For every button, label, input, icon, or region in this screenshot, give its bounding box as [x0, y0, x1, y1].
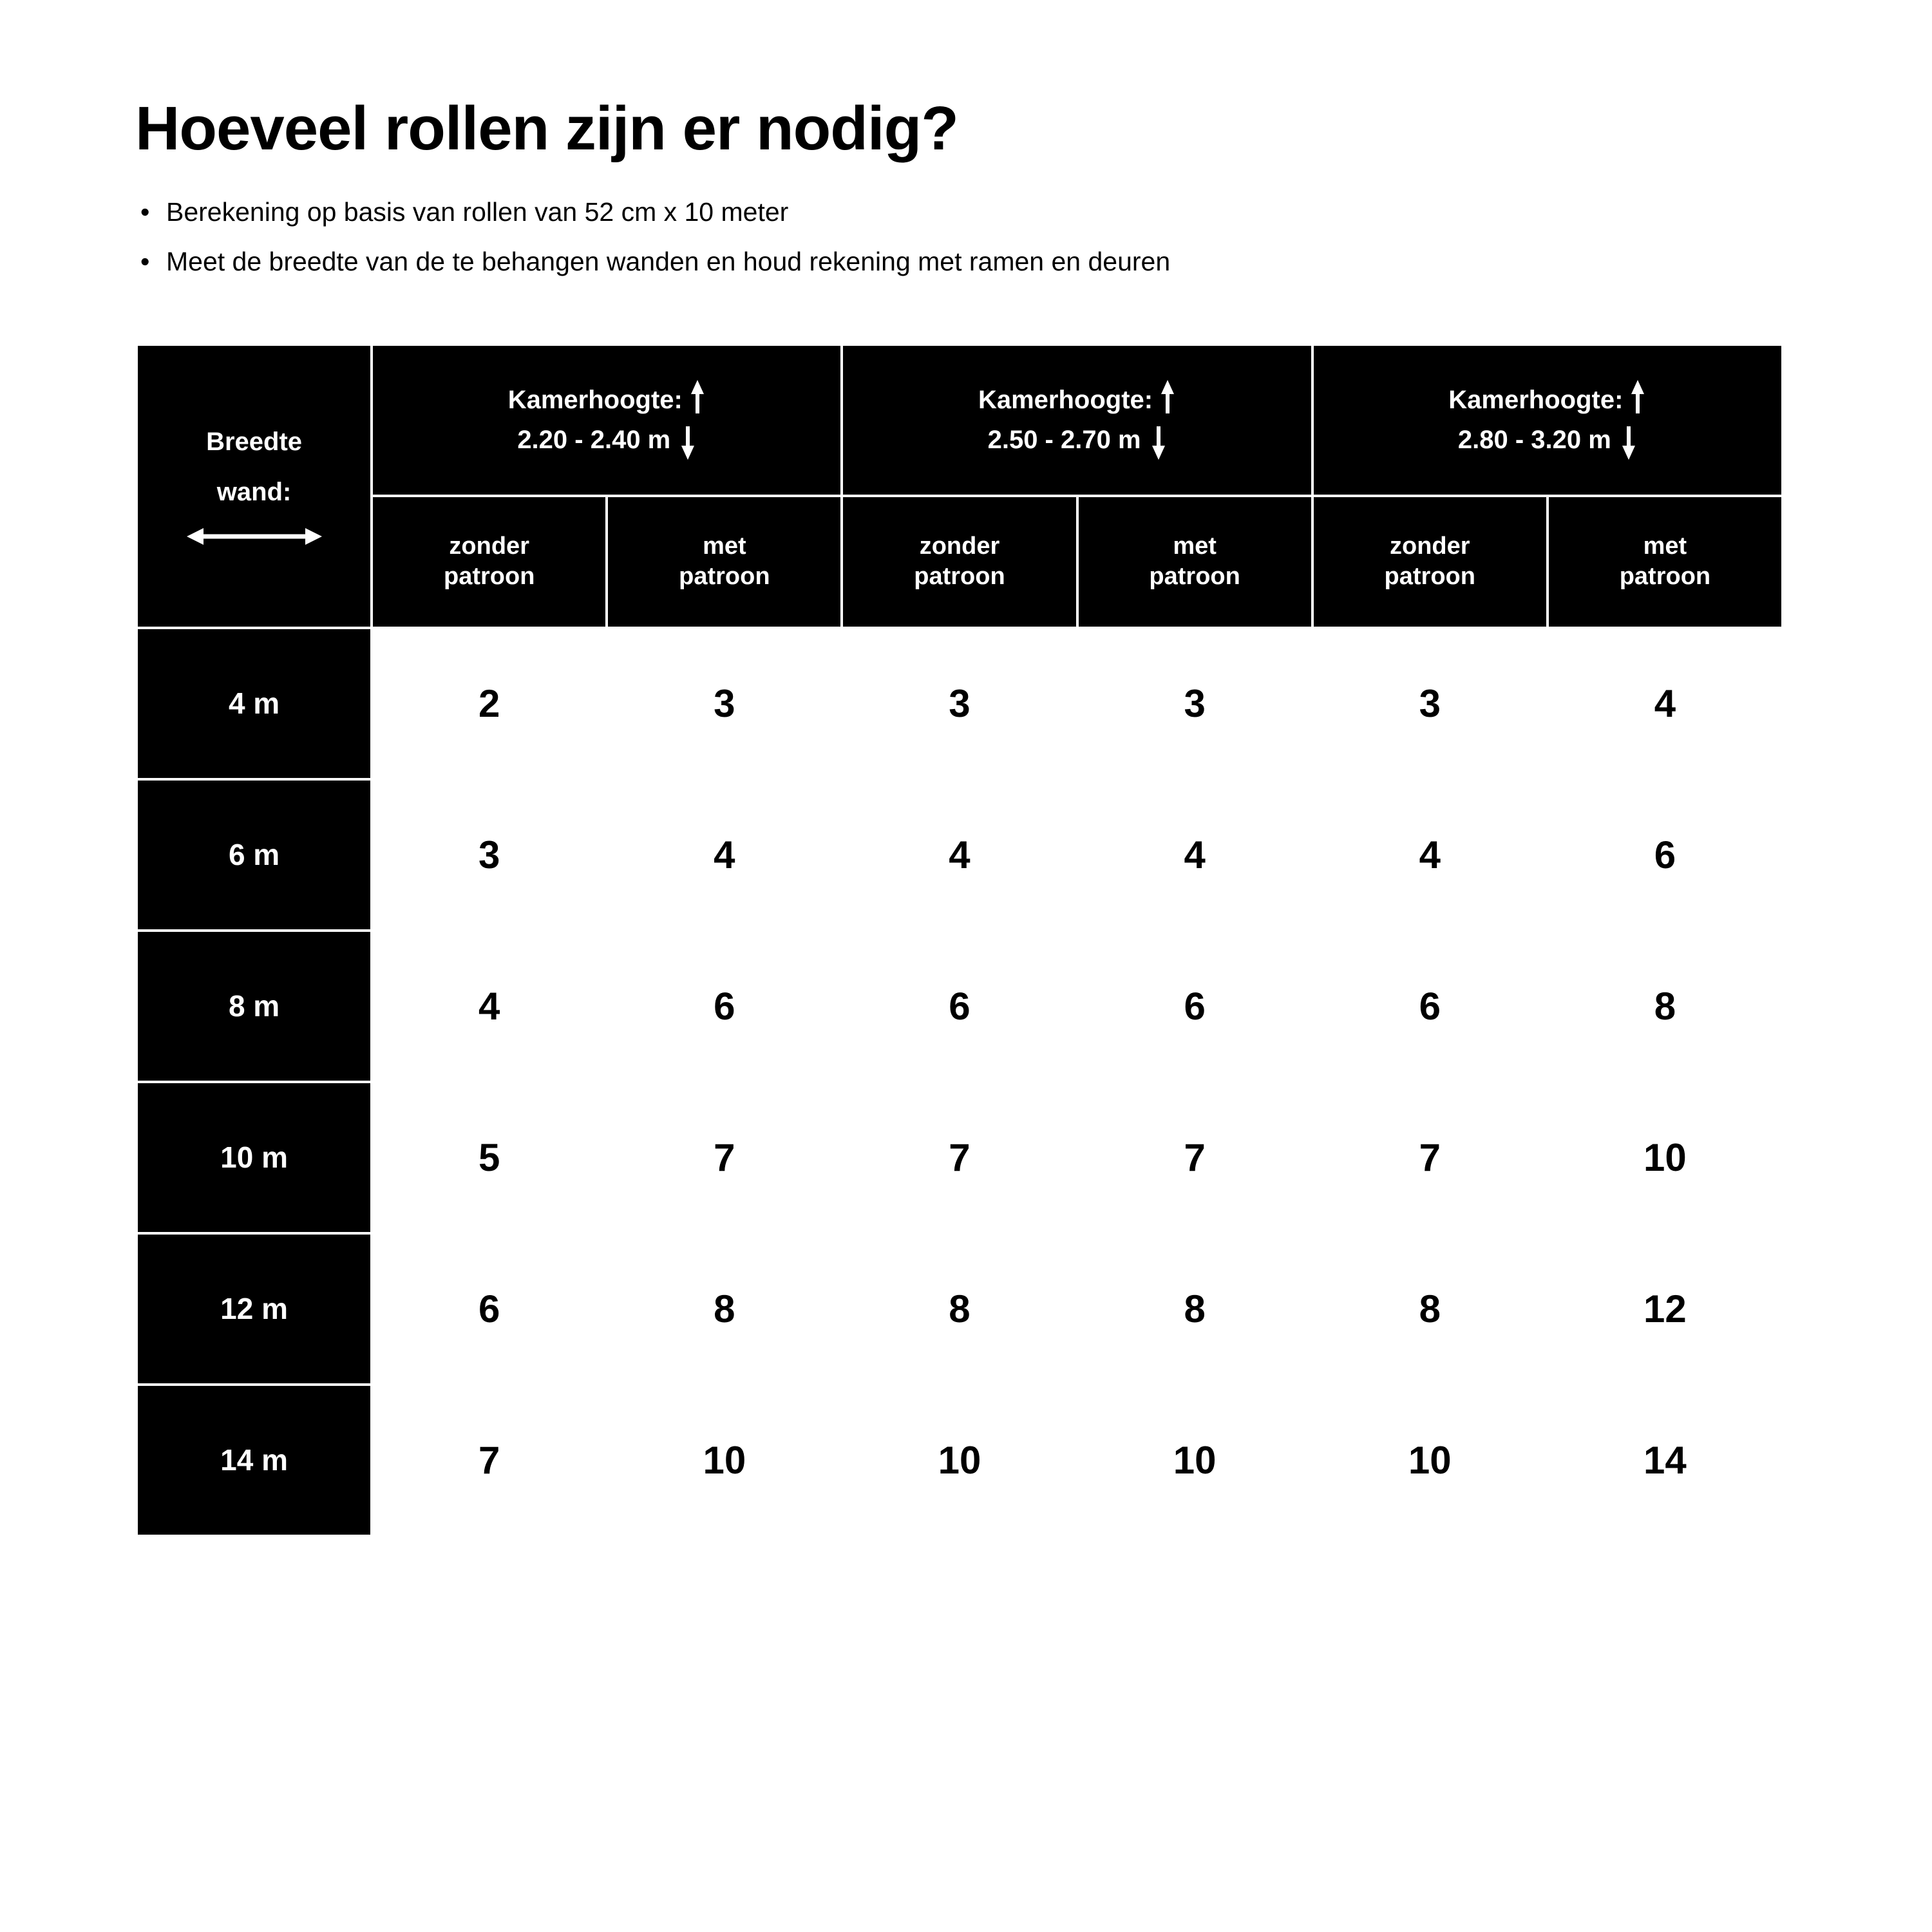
subheader-met-patroon-3 — [1548, 496, 1783, 628]
subheader-line2: patroon — [443, 563, 535, 591]
table-cell: 12 — [1548, 1233, 1783, 1385]
row-header-width: 10 m — [137, 1082, 372, 1233]
subheader-line1: zonder — [919, 532, 1000, 560]
group-range: 2.50 - 2.70 m — [987, 426, 1141, 455]
group-header-kamerhoogte-1 — [372, 345, 842, 496]
table-cell: 14 — [1548, 1385, 1783, 1536]
table-cell: 8 — [1548, 931, 1783, 1082]
table-row — [137, 1233, 1783, 1385]
table-cell: 6 — [1077, 931, 1312, 1082]
subheader-line1: zonder — [449, 532, 529, 560]
list-item — [135, 193, 1803, 232]
table-cell: 8 — [607, 1233, 842, 1385]
table-body — [137, 628, 1783, 1536]
table-cell: 10 — [1077, 1385, 1312, 1536]
table-cell: 8 — [1077, 1233, 1312, 1385]
group-label: Kamerhoogte: — [1448, 386, 1624, 415]
table-cell: 3 — [1312, 628, 1548, 779]
intro-bullet-list — [135, 193, 1803, 282]
subheader-line2: patroon — [914, 563, 1005, 591]
subheader-line2: patroon — [679, 563, 770, 591]
corner-label-line2: wand: — [216, 477, 292, 506]
row-header-width: 6 m — [137, 779, 372, 931]
subheader-line1: zonder — [1389, 532, 1470, 560]
list-item — [135, 242, 1803, 282]
table-cell: 10 — [1548, 1082, 1783, 1233]
row-header-width: 14 m — [137, 1385, 372, 1536]
subheader-line2: patroon — [1619, 563, 1711, 591]
vertical-double-arrow-icon — [1150, 420, 1167, 460]
rolls-table — [135, 343, 1784, 1537]
subheader-zonder-patroon-1 — [372, 496, 607, 628]
table-cell: 6 — [1548, 779, 1783, 931]
corner-label-line1: Breedte — [206, 427, 303, 456]
table-header-row-groups — [137, 345, 1783, 496]
table-cell: 5 — [372, 1082, 607, 1233]
table-cell: 3 — [842, 628, 1077, 779]
table-cell: 3 — [1077, 628, 1312, 779]
table-cell: 6 — [372, 1233, 607, 1385]
table-row — [137, 931, 1783, 1082]
table-cell: 10 — [607, 1385, 842, 1536]
table-cell: 4 — [607, 779, 842, 931]
table-row — [137, 628, 1783, 779]
subheader-zonder-patroon-2 — [842, 496, 1077, 628]
group-header-kamerhoogte-3 — [1312, 345, 1783, 496]
subheader-line1: met — [703, 532, 746, 560]
table-cell: 2 — [372, 628, 607, 779]
table-row — [137, 1385, 1783, 1536]
horizontal-double-arrow-icon — [187, 526, 322, 547]
table-cell: 6 — [607, 931, 842, 1082]
table-cell: 3 — [372, 779, 607, 931]
table-cell: 7 — [1077, 1082, 1312, 1233]
table-header-row-subheaders — [137, 496, 1783, 628]
vertical-double-arrow-icon — [1629, 380, 1646, 420]
group-range: 2.80 - 3.20 m — [1457, 426, 1611, 455]
group-header-kamerhoogte-2 — [842, 345, 1312, 496]
subheader-line1: met — [1643, 532, 1687, 560]
table-cell: 7 — [607, 1082, 842, 1233]
table-row — [137, 1082, 1783, 1233]
row-header-width: 4 m — [137, 628, 372, 779]
subheader-zonder-patroon-3 — [1312, 496, 1548, 628]
vertical-double-arrow-icon — [1620, 420, 1637, 460]
bullet-marker: • — [140, 196, 150, 227]
subheader-met-patroon-1 — [607, 496, 842, 628]
table-cell: 8 — [842, 1233, 1077, 1385]
list-item-text: Berekening op basis van rollen van 52 cm x 10 meter — [166, 196, 789, 227]
table-cell: 6 — [1312, 931, 1548, 1082]
group-label: Kamerhoogte: — [978, 386, 1153, 415]
page-title: Hoeveel rollen zijn er nodig? — [135, 94, 958, 163]
vertical-double-arrow-icon — [679, 420, 696, 460]
table-cell: 4 — [842, 779, 1077, 931]
table-cell: 4 — [372, 931, 607, 1082]
table-cell: 7 — [372, 1385, 607, 1536]
list-item-text: Meet de breedte van de te behangen wanden en houd rekening met ramen en deuren — [166, 247, 1171, 277]
vertical-double-arrow-icon — [689, 380, 706, 420]
vertical-double-arrow-icon — [1159, 380, 1176, 420]
subheader-line1: met — [1173, 532, 1217, 560]
table-cell: 3 — [607, 628, 842, 779]
table-cell: 8 — [1312, 1233, 1548, 1385]
row-header-width: 12 m — [137, 1233, 372, 1385]
table-cell: 4 — [1312, 779, 1548, 931]
bullet-marker: • — [140, 247, 150, 277]
table-header — [137, 345, 1783, 628]
group-label: Kamerhoogte: — [507, 386, 683, 415]
table-cell: 7 — [842, 1082, 1077, 1233]
row-header-width: 8 m — [137, 931, 372, 1082]
group-range: 2.20 - 2.40 m — [517, 426, 671, 455]
table-row — [137, 779, 1783, 931]
table-cell: 10 — [1312, 1385, 1548, 1536]
subheader-line2: patroon — [1384, 563, 1475, 591]
table-cell: 4 — [1077, 779, 1312, 931]
table-cell: 7 — [1312, 1082, 1548, 1233]
subheader-met-patroon-2 — [1077, 496, 1312, 628]
table-cell: 6 — [842, 931, 1077, 1082]
table-cell: 4 — [1548, 628, 1783, 779]
subheader-line2: patroon — [1149, 563, 1240, 591]
corner-header-breedte-wand — [137, 345, 372, 628]
table-cell: 10 — [842, 1385, 1077, 1536]
